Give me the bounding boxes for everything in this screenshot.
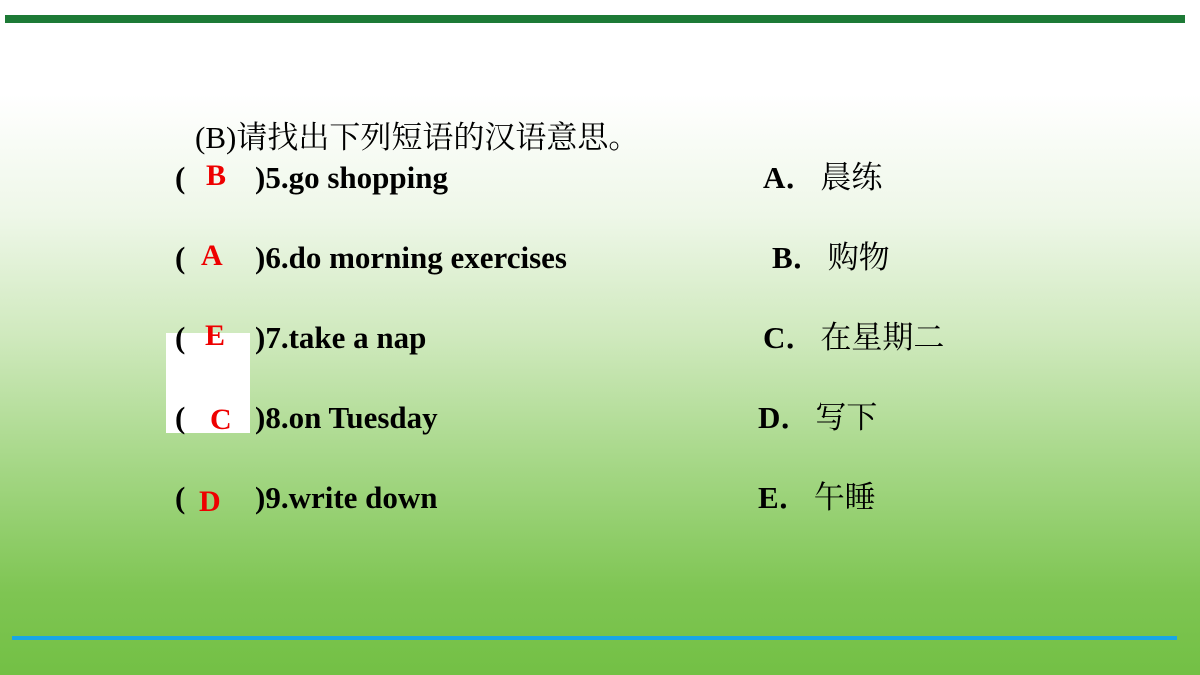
open-paren: ( [175,320,186,355]
option-meaning: 购物 [827,240,890,275]
question-row [0,318,700,358]
question-row [0,398,700,438]
option-letter: E． [758,480,810,515]
bottom-accent-line [12,636,1177,640]
option-meaning: 写下 [815,400,878,435]
option-a [763,158,882,198]
question-row [0,158,700,198]
question-row [0,238,700,278]
top-accent-bar [5,15,1185,23]
phrase-text: )9.write down [255,480,438,515]
exercise-title: (B)请找出下列短语的汉语意思。 [195,120,640,155]
phrase-text: )8.on Tuesday [255,400,438,435]
answer-letter: E [205,319,226,352]
option-meaning: 在星期二 [820,320,945,355]
option-c [763,318,944,358]
option-e [758,478,876,518]
open-paren: ( [175,160,186,195]
open-paren: ( [175,480,186,515]
phrase-text: )6.do morning exercises [255,240,567,275]
option-meaning: 午睡 [813,480,876,515]
option-letter: A． [763,160,817,195]
phrase-text: )5.go shopping [255,160,448,195]
option-b [772,238,890,278]
option-letter: B． [772,240,824,275]
answer-letter: D [199,485,221,518]
answer-letter: C [210,403,232,436]
answer-letter: B [206,159,227,192]
option-letter: C． [763,320,817,355]
open-paren: ( [175,240,186,275]
option-letter: D． [758,400,812,435]
option-meaning: 晨练 [820,160,883,195]
option-d [758,398,877,438]
answer-letter: A [201,239,223,272]
question-row [0,478,700,518]
phrase-text: )7.take a nap [255,320,427,355]
open-paren: ( [175,400,186,435]
